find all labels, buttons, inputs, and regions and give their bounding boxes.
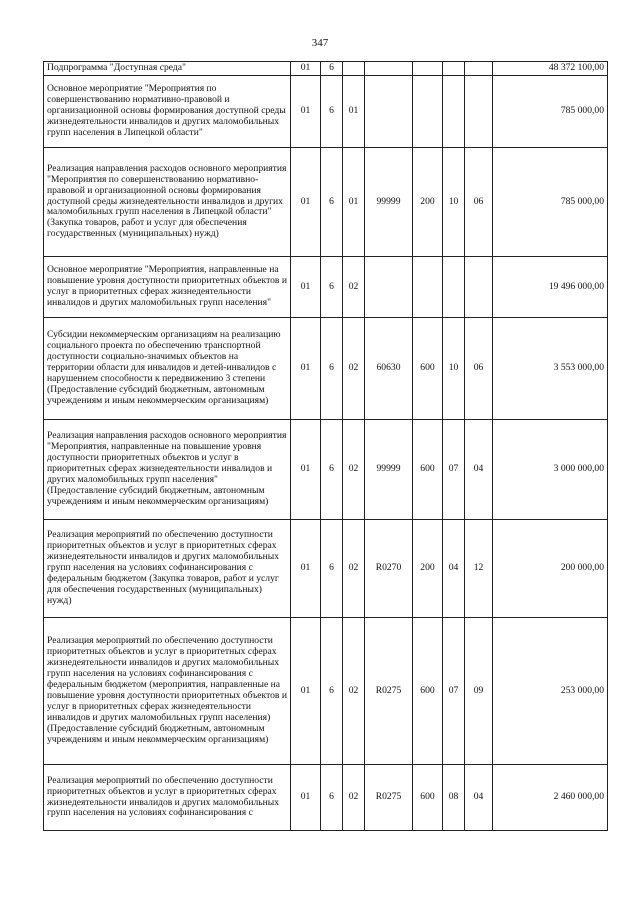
- table-row: [44, 420, 608, 520]
- amount-cell: 200 000,00: [493, 520, 608, 618]
- row-name-cell: Реализация мероприятий по обеспечению доступности приоритетных объектов и услуг в приоритетных сферах жизнедеятельности инвалидов и других маломобильных групп населения на условиях софинансирования с федеральным бюджетом (Закупка товаров, работ и услуг для обеспечения государственных (муниципальных) нужд): [44, 520, 291, 618]
- expense-type-cell: [413, 62, 443, 76]
- table-row: [44, 765, 608, 831]
- amount-cell: 2 460 000,00: [493, 765, 608, 831]
- target-code-cell: 60630: [365, 318, 413, 420]
- amount-cell: 19 496 000,00: [493, 257, 608, 318]
- expense-type-cell: [413, 76, 443, 148]
- subsection-cell: 09: [465, 618, 493, 765]
- code-cell: 01: [291, 62, 321, 76]
- section-cell: 07: [443, 618, 465, 765]
- row-name-cell: Подпрограмма "Доступная среда": [44, 62, 291, 76]
- section-cell: 10: [443, 148, 465, 257]
- subsection-cell: [465, 76, 493, 148]
- row-name-cell: Реализация мероприятий по обеспечению доступности приоритетных объектов и услуг в приоритетных сферах жизнедеятельности инвалидов и других маломобильных групп населения на условиях софинансирования с федеральным бюджетом (мероприятия, направленные на повышение уровня доступности приоритетных объектов и услуг в приоритетных сферах жизнедеятельности инвалидов и других маломобильных групп населения) (Предоставление субсидий бюджетным, автономным учреждениям и иным некоммерческим организациям): [44, 618, 291, 765]
- amount-cell: 3 553 000,00: [493, 318, 608, 420]
- code-cell: 02: [343, 420, 365, 520]
- target-code-cell: R0275: [365, 765, 413, 831]
- code-cell: 01: [291, 765, 321, 831]
- subsection-cell: [465, 257, 493, 318]
- code-cell: 6: [321, 257, 343, 318]
- code-cell: 6: [321, 520, 343, 618]
- expense-type-cell: [413, 257, 443, 318]
- subsection-cell: 12: [465, 520, 493, 618]
- code-cell: 01: [291, 520, 321, 618]
- target-code-cell: R0275: [365, 618, 413, 765]
- table-row: [44, 62, 608, 76]
- code-cell: 01: [291, 420, 321, 520]
- target-code-cell: 99999: [365, 420, 413, 520]
- code-cell: 6: [321, 148, 343, 257]
- subsection-cell: [465, 62, 493, 76]
- subsection-cell: 04: [465, 420, 493, 520]
- budget-table: [43, 61, 608, 831]
- table-row: [44, 618, 608, 765]
- target-code-cell: [365, 62, 413, 76]
- section-cell: [443, 62, 465, 76]
- row-name-cell: Реализация направления расходов основного мероприятия "Мероприятия, направленные на повышение уровня доступности приоритетных объектов и услуг в приоритетных сферах жизнедеятельности инвалидов и других маломобильных групп населения" (Предоставление субсидий бюджетным, автономным учреждениям и иным некоммерческим организациям): [44, 420, 291, 520]
- code-cell: 6: [321, 618, 343, 765]
- code-cell: 02: [343, 257, 365, 318]
- amount-cell: 48 372 100,00: [493, 62, 608, 76]
- target-code-cell: R0270: [365, 520, 413, 618]
- code-cell: 01: [291, 148, 321, 257]
- page-number: 347: [311, 37, 329, 49]
- section-cell: 10: [443, 318, 465, 420]
- code-cell: 02: [343, 765, 365, 831]
- amount-cell: 785 000,00: [493, 76, 608, 148]
- subsection-cell: 06: [465, 318, 493, 420]
- expense-type-cell: 200: [413, 148, 443, 257]
- section-cell: [443, 257, 465, 318]
- code-cell: 02: [343, 318, 365, 420]
- table-row: [44, 257, 608, 318]
- code-cell: 01: [291, 76, 321, 148]
- code-cell: 01: [343, 76, 365, 148]
- section-cell: 07: [443, 420, 465, 520]
- expense-type-cell: 600: [413, 618, 443, 765]
- code-cell: 6: [321, 765, 343, 831]
- subsection-cell: 04: [465, 765, 493, 831]
- expense-type-cell: 200: [413, 520, 443, 618]
- code-cell: 01: [291, 618, 321, 765]
- code-cell: 01: [343, 148, 365, 257]
- amount-cell: 3 000 000,00: [493, 420, 608, 520]
- row-name-cell: Реализация мероприятий по обеспечению доступности приоритетных объектов и услуг в приоритетных сферах жизнедеятельности инвалидов и других маломобильных групп населения на условиях софинансирования с: [44, 765, 291, 831]
- code-cell: 6: [321, 318, 343, 420]
- row-name-cell: Основное мероприятие "Мероприятия, направленные на повышение уровня доступности приоритетных объектов и услуг в приоритетных сферах жизнедеятельности инвалидов и других маломобильных групп населения": [44, 257, 291, 318]
- code-cell: 6: [321, 76, 343, 148]
- section-cell: 08: [443, 765, 465, 831]
- code-cell: 02: [343, 618, 365, 765]
- table-row: [44, 520, 608, 618]
- expense-type-cell: 600: [413, 765, 443, 831]
- target-code-cell: [365, 76, 413, 148]
- expense-type-cell: 600: [413, 420, 443, 520]
- code-cell: 6: [321, 420, 343, 520]
- section-cell: [443, 76, 465, 148]
- target-code-cell: [365, 257, 413, 318]
- code-cell: 02: [343, 520, 365, 618]
- table-row: [44, 76, 608, 148]
- code-cell: 6: [321, 62, 343, 76]
- amount-cell: 785 000,00: [493, 148, 608, 257]
- expense-type-cell: 600: [413, 318, 443, 420]
- table-row: [44, 148, 608, 257]
- code-cell: 01: [291, 318, 321, 420]
- target-code-cell: 99999: [365, 148, 413, 257]
- subsection-cell: 06: [465, 148, 493, 257]
- table-row: [44, 318, 608, 420]
- code-cell: 01: [291, 257, 321, 318]
- section-cell: 04: [443, 520, 465, 618]
- code-cell: [343, 62, 365, 76]
- row-name-cell: Субсидии некоммерческим организациям на реализацию социального проекта по обеспечению транспортной доступности социально-значимых объектов на территории области для инвалидов и детей-инвалидов с нарушением способности к передвижению 3 степени (Предоставление субсидий бюджетным, автономным учреждениям и иным некоммерческим организациям): [44, 318, 291, 420]
- row-name-cell: Реализация направления расходов основного мероприятия "Мероприятия по совершенствованию нормативно-правовой и организационной основы формирования доступной среды жизнедеятельности инвалидов и других маломобильных групп населения в Липецкой области" (Закупка товаров, работ и услуг для обеспечения государственных (муниципальных) нужд): [44, 148, 291, 257]
- amount-cell: 253 000,00: [493, 618, 608, 765]
- row-name-cell: Основное мероприятие "Мероприятия по совершенствованию нормативно-правовой и организационной основы формирования доступной среды жизнедеятельности инвалидов и других маломобильных групп населения в Липецкой области": [44, 76, 291, 148]
